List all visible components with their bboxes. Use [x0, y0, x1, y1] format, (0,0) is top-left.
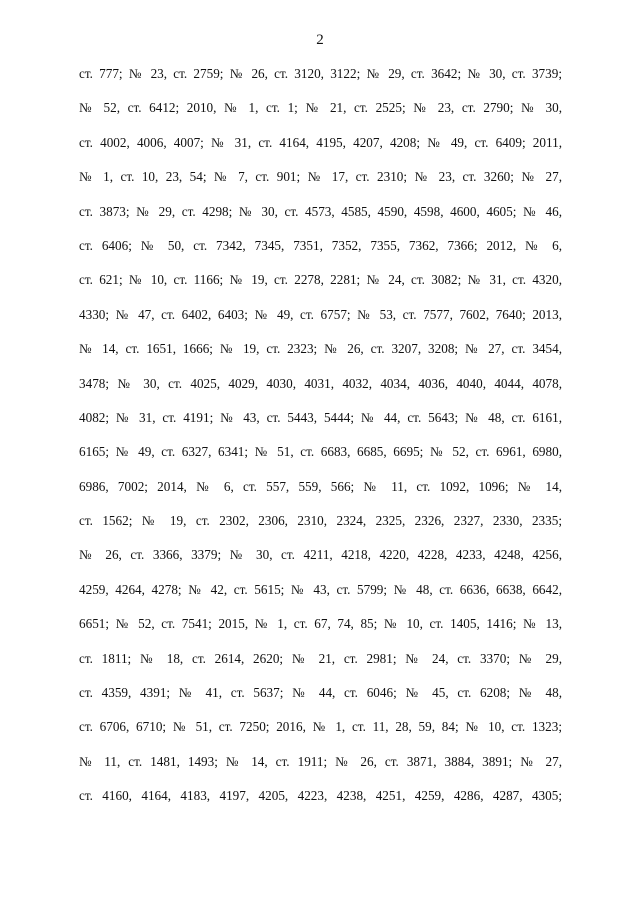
text-line: № 52, ст. 6412; 2010, № 1, ст. 1; № 21, ст. 2525; № 23, ст. 2790; № 30,	[79, 100, 562, 116]
text-line: ст. 777; № 23, ст. 2759; № 26, ст. 3120, 3122; № 29, ст. 3642; № 30, ст. 3739;	[79, 66, 562, 81]
text-line: ст. 4359, 4391; № 41, ст. 5637; № 44, ст. 6046; № 45, ст. 6208; № 48,	[79, 685, 562, 701]
text-line: № 14, ст. 1651, 1666; № 19, ст. 2323; № 26, ст. 3207, 3208; № 27, ст. 3454,	[79, 341, 562, 357]
document-body-text	[79, 62, 562, 819]
text-line: 4259, 4264, 4278; № 42, ст. 5615; № 43, ст. 5799; № 48, ст. 6636, 6638, 6642,	[79, 581, 562, 597]
text-line: ст. 4002, 4006, 4007; № 31, ст. 4164, 4195, 4207, 4208; № 49, ст. 6409; 2011,	[79, 134, 562, 150]
text-line: № 26, ст. 3366, 3379; № 30, ст. 4211, 4218, 4220, 4228, 4233, 4248, 4256,	[79, 547, 562, 563]
page-number: 2	[316, 32, 324, 48]
text-line: ст. 1811; № 18, ст. 2614, 2620; № 21, ст. 2981; № 24, ст. 3370; № 29,	[79, 650, 562, 666]
text-line: 4330; № 47, ст. 6402, 6403; № 49, ст. 6757; № 53, ст. 7577, 7602, 7640; 2013,	[79, 306, 562, 322]
text-line: ст. 1562; № 19, ст. 2302, 2306, 2310, 2324, 2325, 2326, 2327, 2330, 2335;	[79, 513, 562, 529]
text-line: 6986, 7002; 2014, № 6, ст. 557, 559, 566; № 11, ст. 1092, 1096; № 14,	[79, 478, 562, 494]
text-line: 4082; № 31, ст. 4191; № 43, ст. 5443, 5444; № 44, ст. 5643; № 48, ст. 6161,	[79, 409, 562, 425]
text-line: № 11, ст. 1481, 1493; № 14, ст. 1911; № 26, ст. 3871, 3884, 3891; № 27,	[79, 753, 562, 769]
text-line: ст. 6406; № 50, ст. 7342, 7345, 7351, 7352, 7355, 7362, 7366; 2012, № 6,	[79, 237, 562, 253]
text-line: ст. 621; № 10, ст. 1166; № 19, ст. 2278, 2281; № 24, ст. 3082; № 31, ст. 4320,	[79, 272, 562, 288]
text-line: 6165; № 49, ст. 6327, 6341; № 51, ст. 6683, 6685, 6695; № 52, ст. 6961, 6980,	[79, 444, 562, 460]
text-line: ст. 6706, 6710; № 51, ст. 7250; 2016, № 1, ст. 11, 28, 59, 84; № 10, ст. 1323;	[79, 719, 562, 735]
text-line: 3478; № 30, ст. 4025, 4029, 4030, 4031, 4032, 4034, 4036, 4040, 4044, 4078,	[79, 375, 562, 391]
text-line: ст. 4160, 4164, 4183, 4197, 4205, 4223, 4238, 4251, 4259, 4286, 4287, 4305;	[79, 788, 562, 804]
text-line: ст. 3873; № 29, ст. 4298; № 30, ст. 4573, 4585, 4590, 4598, 4600, 4605; № 46,	[79, 203, 562, 219]
text-line: 6651; № 52, ст. 7541; 2015, № 1, ст. 67, 74, 85; № 10, ст. 1405, 1416; № 13,	[79, 616, 562, 632]
text-line: № 1, ст. 10, 23, 54; № 7, ст. 901; № 17, ст. 2310; № 23, ст. 3260; № 27,	[79, 169, 562, 185]
